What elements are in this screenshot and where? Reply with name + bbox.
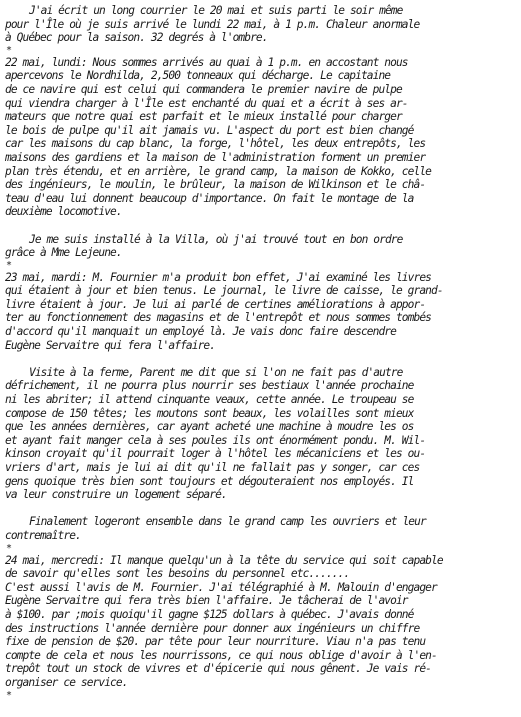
text-line: compose de 150 têtes; les moutons sont beaux, les volailles sont mieux (5, 406, 414, 420)
text-line: à Québec pour la saison. 32 degrés à l'ombre. (5, 31, 268, 45)
paragraph-23-mai (5, 271, 517, 353)
text-line: qui viendra charger à l'Île est enchanté du quai et a écrit à ses ar- (5, 96, 408, 110)
text-line: livre étaient à jour. Je lui ai parlé de certines améliorations à appor- (5, 297, 426, 311)
text-line: trepôt tout un stock de vivres et d'épicerie qui nous gênent. Je vais ré- (5, 662, 431, 676)
text-line: maisons des gardiens et la maison de l'administration forment un premier (5, 150, 426, 164)
text-line: d'accord qu'il manquait un employé là. Je vais donc faire descendre (5, 325, 396, 339)
text-line: qui étaient à jour et bien tenus. Le journal, le livre de caisse, le grand- (5, 284, 443, 298)
paragraph-marker: * (6, 689, 12, 701)
text-line: vriers d'art, mais je lui ai dit qu'il ne fallait pas y songer, car ces (5, 461, 420, 474)
text-line: Visite à la ferme, Parent me dit que si l'on ne fait pas d'autre (29, 365, 403, 379)
text-line: des ingénieurs, le moulin, le brûleur, la maison de Wilkinson et le châ- (5, 178, 426, 192)
text-line: kinson croyait qu'il pourrait loger à l'hôtel les mécaniciens et les ou- (5, 447, 426, 461)
text-line: compte de cela et nous les nourrissons, ce qui nous oblige d'avoir à l'en- (5, 648, 437, 662)
paragraph-gap (5, 352, 517, 366)
text-line: de ce navire qui est celui qui commandera le premier navire de pulpe (5, 82, 402, 96)
text-line: Eugène Servaitre qui fera très bien l'affaire. Je tâcherai de l'avoir (5, 594, 408, 608)
text-line: deuxième locomotive. (5, 205, 122, 219)
paragraph-marker: * (6, 44, 12, 56)
paragraph-22-mai (5, 56, 517, 219)
text-line: 23 mai, mardi: M. Fournier m'a produit bon effet, J'ai examiné les livres (5, 270, 431, 284)
paragraph-gap (5, 502, 517, 516)
typed-document-page (5, 4, 517, 701)
paragraph-24-mai (5, 554, 517, 701)
text-line: que les années dernières, car ayant acheté une machine à moudre les os (5, 420, 414, 434)
paragraph-marker: * (6, 542, 12, 554)
text-line: Je me suis installé à la Villa, où j'ai trouvé tout en bon ordre (29, 232, 403, 246)
paragraph-gap (5, 219, 517, 233)
text-line: Eugène Servaitre qui fera l'affaire. (5, 338, 216, 352)
paragraph-departure (5, 4, 517, 56)
text-line: C'est aussi l'avis de M. Fournier. J'ai télégraphié à M. Malouin d'engager (5, 580, 437, 594)
text-line: Finalement logeront ensemble dans le grand camp les ouvriers et leur (29, 515, 426, 529)
text-line: contremaître. (5, 528, 81, 542)
text-line: ni les abriter; il attend cinquante veaux, cette année. Le troupeau se (5, 393, 414, 407)
text-line: apercevons le Nordhilda, 2,500 tonneaux qui décharge. Le capitaine (5, 69, 391, 83)
text-line: J'ai écrit un long courrier le 20 mai et suis parti le soir même (29, 4, 403, 17)
text-line: des instructions l'année dernière pour donner aux ingénieurs un chiffre (5, 621, 420, 635)
text-line: grâce à Mme Lejeune. (5, 246, 122, 260)
paragraph-marker: * (6, 259, 12, 271)
text-line: de savoir qu'elles sont les besoins du personnel etc....... (5, 567, 350, 581)
text-line: fixe de pension de $20. par tête pour leur nourriture. Viau n'a pas tenu (5, 635, 426, 649)
text-line: gens quoique très bien sont toujours et dégouteraient nos employés. Il (5, 474, 414, 488)
text-line: plan très étendu, et en arrière, le grand camp, la maison de Kokko, celle (5, 164, 431, 178)
text-line: et ayant fait manger cela à ses poules ils ont énormément pondu. M. Wil- (5, 433, 426, 447)
text-line: car les maisons du cap blanc, la forge, l'hôtel, les deux entrepôts, les (5, 137, 426, 151)
text-line: organiser ce service. (5, 675, 128, 689)
text-line: défrichement, il ne pourra plus nourrir ses bestiaux l'année prochaine (5, 379, 414, 393)
text-line: ter au fonctionnement des magasins et de l'entrepôt et nous sommes tombés (5, 311, 431, 325)
paragraph-logement (5, 515, 517, 553)
text-line: le bois de pulpe qu'il ait jamais vu. L'aspect du port est bien changé (5, 123, 414, 137)
text-line: va leur construire un logement séparé. (5, 488, 227, 502)
paragraph-ferme (5, 366, 517, 502)
text-line: 24 mai, mercredi: Il manque quelqu'un à la tête du service qui soit capable (5, 553, 443, 567)
text-line: mateurs que notre quai est parfait et le mieux installé pour charger (5, 110, 402, 124)
text-line: à $100. par ;mois quoiqu'il gagne $125 dollars à québec. J'avais donné (5, 607, 414, 621)
text-line: 22 mai, lundi: Nous sommes arrivés au quai à 1 p.m. en accostant nous (5, 55, 408, 69)
text-line: teau d'eau lui donnent beaucoup d'importance. On fait le montage de la (5, 191, 414, 205)
paragraph-villa (5, 233, 517, 271)
text-line: pour l'Île où je suis arrivé le lundi 22 mai, à 1 p.m. Chaleur anormale (5, 17, 420, 31)
